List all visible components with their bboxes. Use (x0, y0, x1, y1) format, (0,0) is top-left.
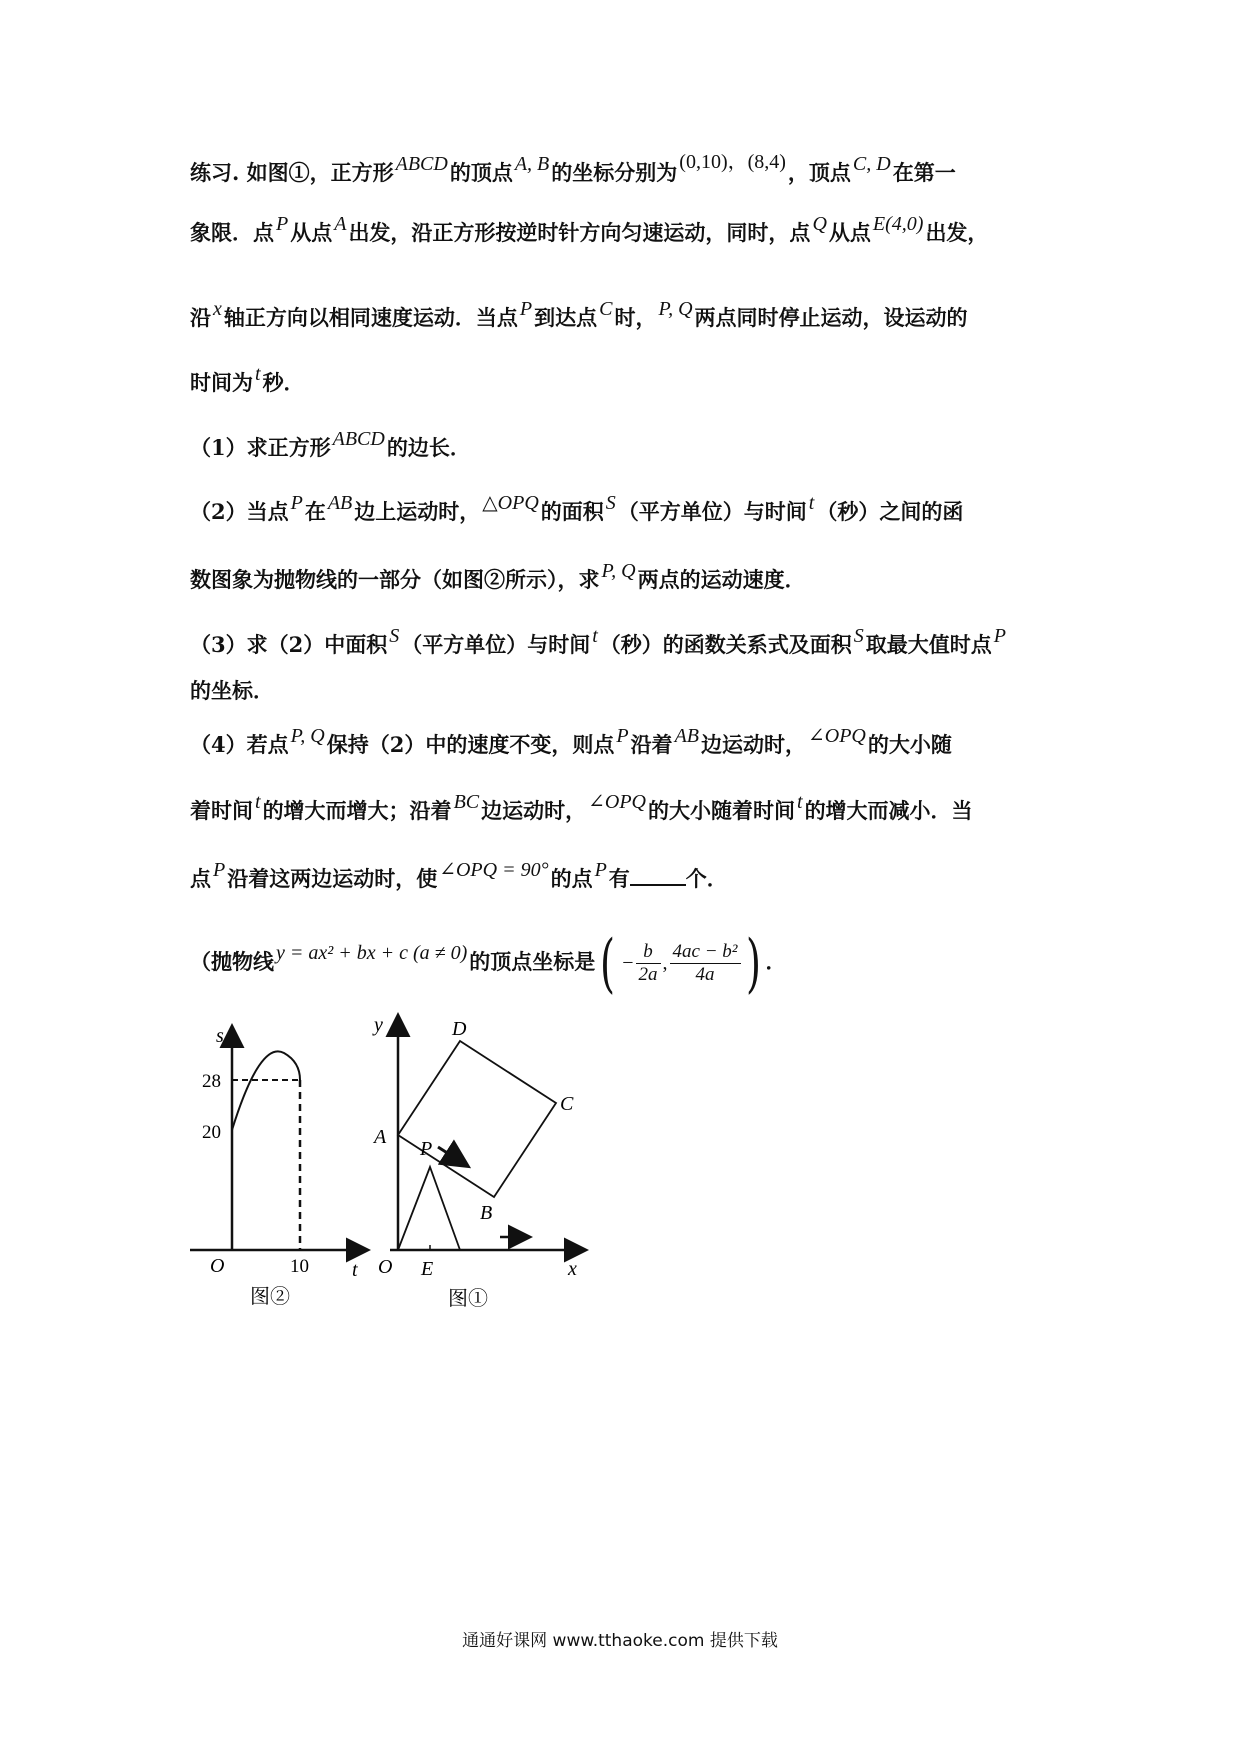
label-p: P (420, 1138, 433, 1160)
left-paren: ( (600, 926, 616, 1001)
question-3-line-1: （3）求（2）中面积 S（平方单位）与时间 t（秒）的函数关系式及面积 S取最大值时点 P (190, 625, 1007, 657)
question-2-line-2: 数图象为抛物线的一部分（如图②所示），求 P, Q两点的运动速度． (190, 560, 806, 592)
triangle-opq (398, 1167, 460, 1250)
label-e: E (421, 1258, 434, 1280)
question-4-line-1: （4）若点 P, Q保持（2）中的速度不变，则点 P沿着 AB边运动时， ∠OPQ的大小随 (190, 725, 952, 757)
p-motion-arrow (438, 1147, 466, 1165)
question-2-line-1: （2）当点 P在 AB边上运动时， △OPQ的面积 S（平方单位）与时间 t（秒）之间的函 (190, 492, 964, 524)
parabola-curve (232, 1051, 300, 1130)
origin-label: O (210, 1255, 225, 1277)
label-a: A (374, 1126, 387, 1148)
y-axis-label: y (374, 1014, 383, 1036)
label-d: D (452, 1018, 467, 1040)
fraction-4ac-b2-over-4a: $\frac{\text{4ac − b²}}{4a}$ (670, 941, 741, 986)
x-axis-label: x (568, 1258, 577, 1280)
right-paren: ) (745, 926, 761, 1001)
figure-1-diagram (370, 1005, 600, 1310)
question-4-line-2: 着时间 t的增大而增大；沿着 BC边运动时， ∠OPQ的大小随着时间 t的增大而减小．当 (190, 791, 973, 823)
vertex-hint: （抛物线 y = ax² + bx + c (a ≠ 0)的顶点坐标是( − $\frac{b}{2a}$ , $\frac{\text{4ac − b²}}{4a}$ ) ． (190, 926, 787, 1001)
tick-28: 28 (202, 1071, 221, 1092)
question-4-line-3: 点 P沿着这两边运动时，使 ∠OPQ = 90°的点 P有 个． (190, 859, 728, 891)
figure-2-caption: 图② (250, 1286, 290, 1308)
question-3-line-2: 的坐标． (190, 678, 274, 703)
problem-line-1: 练习. 如图①，正方形 ABCD的顶点 A, B的坐标分别为 (0,10)，(8,4)，顶点 C, D在第一 (190, 151, 956, 185)
square-abcd (398, 1041, 556, 1197)
problem-line-4: 时间为 t秒． (190, 363, 305, 395)
question-1: （1）求正方形 ABCD的边长． (190, 428, 471, 460)
tick-10: 10 (290, 1256, 309, 1277)
problem-line-3: 沿 x轴正方向以相同速度运动．当点 P到达点 C时， P, Q两点同时停止运动，设运动的 (190, 298, 968, 330)
label-c: C (560, 1093, 574, 1115)
tick-20: 20 (202, 1122, 221, 1143)
t-axis-label: t (352, 1259, 358, 1281)
figure-2-graph (180, 1010, 380, 1310)
figure-1-caption: 图① (448, 1288, 488, 1310)
origin-label: O (378, 1256, 393, 1278)
footer-source: 通通好课网 www.tthaoke.com 提供下载 (462, 1631, 778, 1651)
s-axis-label: s (216, 1025, 224, 1047)
answer-blank[interactable] (630, 862, 686, 886)
problem-line-2: 象限．点 P从点 A出发，沿正方形按逆时针方向匀速运动，同时，点 Q从点 E(4,0)出发， (190, 213, 989, 245)
label-b: B (480, 1202, 493, 1224)
fraction-b-over-2a: $\frac{b}{2a}$ (636, 941, 661, 986)
